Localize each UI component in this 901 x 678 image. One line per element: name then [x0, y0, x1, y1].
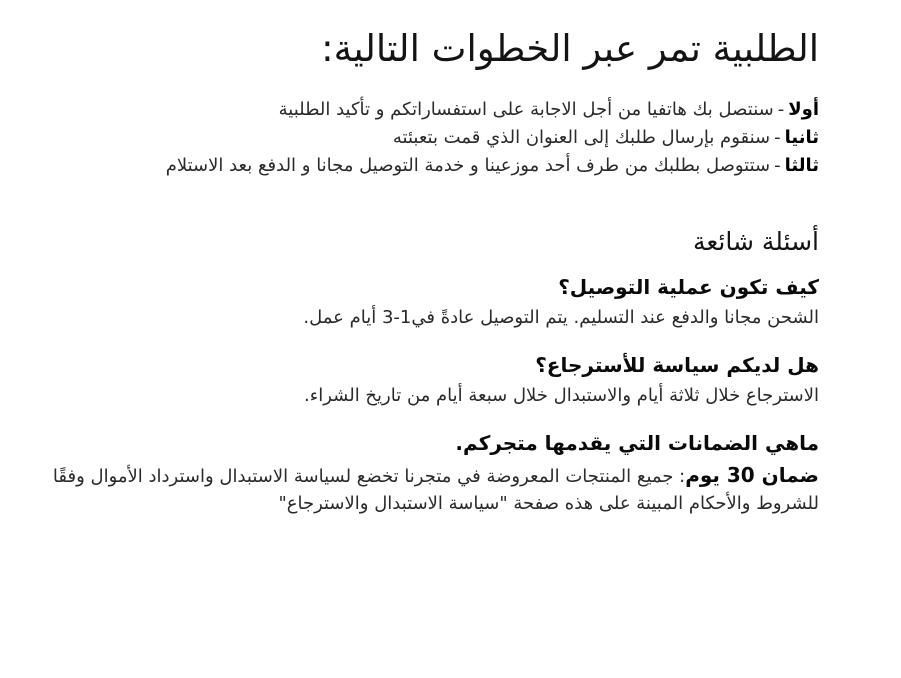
order-step-2 [40, 124, 819, 152]
step-separator: - [774, 126, 781, 148]
faq-answer [40, 460, 819, 517]
faq-answer-text: الشحن مجانا والدفع عند التسليم. يتم التوصيل عادةً في1-3 أيام عمل. [303, 306, 819, 328]
step-text: ستتوصل بطلبك من طرف أحد موزعينا و خدمة التوصيل مجانا و الدفع بعد الاستلام [165, 154, 771, 176]
faq-item-guarantees [40, 429, 819, 517]
step-label: ثانيا [784, 126, 819, 148]
faq-answer-text: : جميع المنتجات المعروضة في متجرنا تخضع لسياسة الاستبدال واسترداد الأموال وفقًا للشروط والأحكام المبينة على هذه صفحة "سياسة الاستبدال والاسترجاع" [52, 465, 819, 514]
step-separator: - [774, 154, 781, 176]
faq-question: كيف تكون عملية التوصيل؟ [558, 274, 819, 299]
step-separator: - [777, 98, 785, 120]
order-steps-title: الطلبية تمر عبر الخطوات التالية: [321, 27, 819, 70]
step-label: ثالثا [784, 154, 819, 176]
step-text: سنقوم بإرسال طلبك إلى العنوان الذي قمت بتعبئته [392, 126, 771, 148]
order-step-1 [40, 96, 819, 124]
faq-answer [40, 382, 819, 409]
step-label: أولا [788, 98, 819, 120]
faq-title: أسئلة شائعة [692, 226, 819, 256]
faq-answer [40, 304, 819, 331]
faq-question: هل لديكم سياسة للأسترجاع؟ [535, 352, 819, 377]
step-text: سنتصل بك هاتفيا من أجل الاجابة على استفساراتكم و تأكيد الطلبية [278, 98, 774, 120]
faq-item-delivery [40, 273, 819, 331]
faq-question: ماهي الضمانات التي يقدمها متجركم. [455, 430, 819, 455]
faq-answer-label: ضمان 30 يوم [685, 462, 819, 487]
order-step-3 [40, 152, 819, 180]
faq-item-returns [40, 351, 819, 409]
faq-answer-text: الاسترجاع خلال ثلاثة أيام والاستبدال خلال سبعة أيام من تاريخ الشراء. [304, 384, 819, 406]
order-steps-list [40, 96, 819, 180]
